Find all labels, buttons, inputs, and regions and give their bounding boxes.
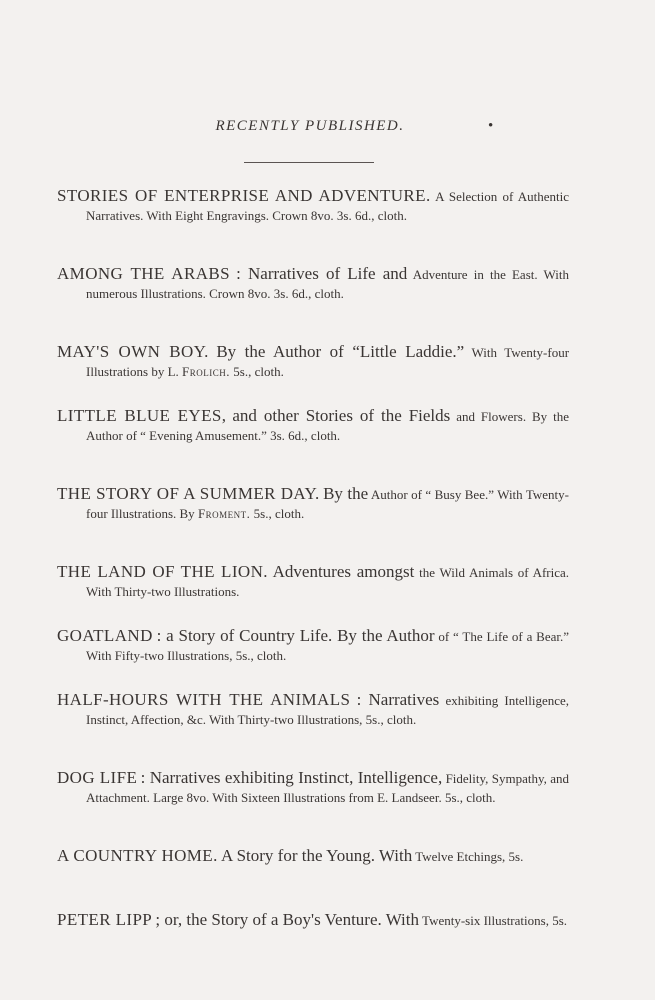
book-entry (57, 484, 569, 562)
book-title: AMONG THE ARABS (57, 264, 230, 283)
book-description: the Wild Animals of Africa. With Thirty-two Illustrations. (86, 565, 569, 599)
book-title-continuation: : Narratives of Life and (236, 264, 408, 283)
book-title-continuation: A Story for the Young. With (221, 846, 413, 865)
book-description: and Flowers. By the Author of “ Evening Amusement.” 3s. 6d., cloth. (86, 409, 569, 443)
book-entry (57, 768, 569, 846)
book-title-continuation: Adventures amongst (272, 562, 415, 581)
book-entry (57, 846, 569, 910)
ink-dot-mark: • (488, 118, 494, 134)
book-description: With Twenty-four Illustrations by L. (86, 345, 569, 379)
book-description: exhibiting Intelligence, Instinct, Affection, &c. With Thirty-two Illustrations, 5s., cloth. (86, 693, 569, 727)
illustrator-name: Frolich. (182, 364, 231, 379)
book-entry (57, 690, 569, 768)
book-title: DOG LIFE (57, 768, 138, 787)
book-entry (57, 910, 569, 974)
page-heading: RECENTLY PUBLISHED. (215, 118, 405, 134)
book-description: Author of “ Busy Bee.” With Twenty-four Illustrations. By (86, 487, 569, 521)
book-title: MAY'S OWN BOY. (57, 342, 209, 361)
book-title-continuation: By the Author of “Little Laddie.” (216, 342, 465, 361)
section-rule (244, 162, 374, 163)
book-description: Twenty-six Illustrations, 5s. (422, 913, 567, 928)
book-entry (57, 342, 569, 406)
book-title: LITTLE BLUE EYES, (57, 406, 227, 425)
book-title-continuation: ; or, the Story of a Boy's Venture. With (155, 910, 420, 929)
book-description: A Selection of Authentic Narratives. With Eight Engravings. Crown 8vo. 3s. 6d., cloth. (86, 189, 569, 223)
book-entry (57, 186, 569, 264)
book-title: THE STORY OF A SUMMER DAY. (57, 484, 320, 503)
book-title: HALF-HOURS WITH THE ANIMALS (57, 690, 351, 709)
illustrator-name: Froment. (197, 506, 251, 521)
book-list (57, 186, 569, 974)
book-entry (57, 406, 569, 484)
book-description: of “ The Life of a Bear.” With Fifty-two Illustrations, 5s., cloth. (86, 629, 569, 663)
book-entry (57, 562, 569, 626)
book-description: Twelve Etchings, 5s. (415, 849, 524, 864)
book-entry (57, 264, 569, 342)
book-title: THE LAND OF THE LION. (57, 562, 268, 581)
book-price: 5s., cloth. (253, 506, 305, 521)
book-title: STORIES OF ENTERPRISE AND ADVENTURE. (57, 186, 431, 205)
book-entry (57, 626, 569, 690)
book-title-continuation: : Narratives exhibiting Instinct, Intelligence, (140, 768, 443, 787)
book-title: A COUNTRY HOME. (57, 846, 218, 865)
book-title-continuation: : Narratives (356, 690, 440, 709)
book-title-continuation: and other Stories of the Fields (232, 406, 451, 425)
book-title-continuation: : a Story of Country Life. By the Author (156, 626, 435, 645)
book-description: Fidelity, Sympathy, and Attachment. Large 8vo. With Sixteen Illustrations from E. Landseer. 5s., cloth. (86, 771, 569, 805)
book-price: 5s., cloth. (233, 364, 284, 379)
book-description: Adventure in the East. With numerous Illustrations. Crown 8vo. 3s. 6d., cloth. (86, 267, 569, 301)
book-title: PETER LIPP (57, 910, 153, 929)
book-title: GOATLAND (57, 626, 153, 645)
book-title-continuation: By the (323, 484, 369, 503)
